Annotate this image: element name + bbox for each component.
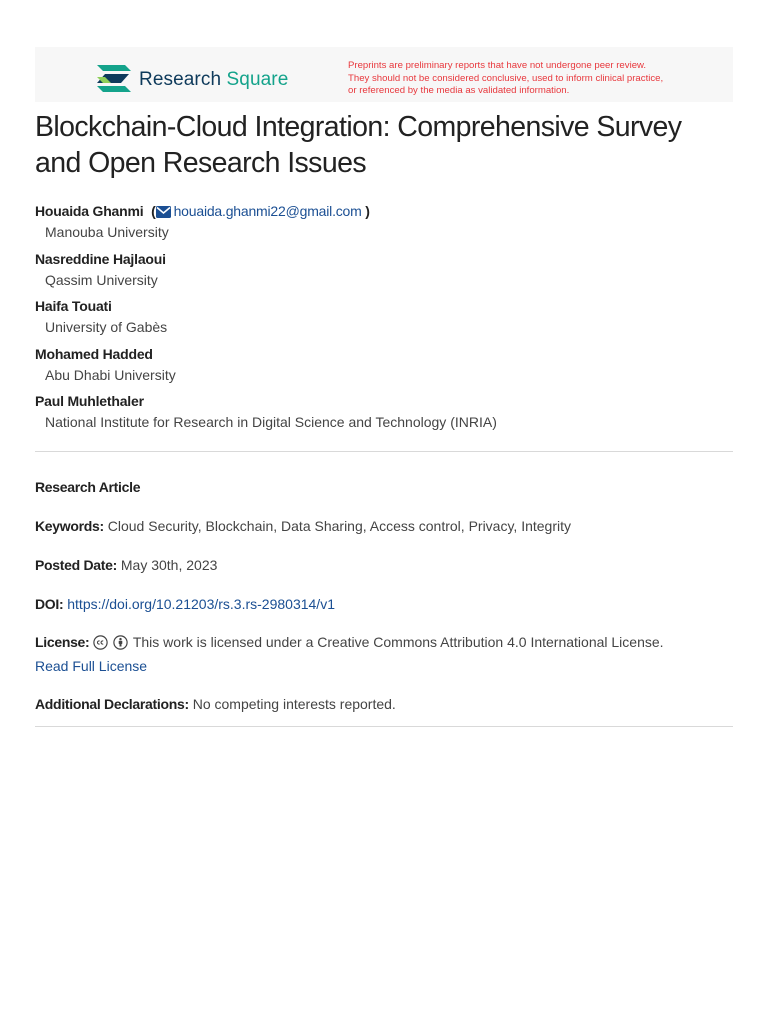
keywords-label: Keywords:: [35, 518, 104, 534]
notice-line: They should not be considered conclusive, used to inform clinical practice,: [348, 72, 664, 84]
posted-date-row: [35, 554, 733, 576]
posted-date-label: Posted Date:: [35, 557, 117, 573]
author-list: [35, 201, 733, 439]
divider: [35, 726, 733, 727]
author-entry: [35, 391, 733, 439]
research-square-logo-icon: [95, 65, 131, 95]
author-affiliation: Abu Dhabi University: [45, 366, 176, 383]
keywords-row: [35, 515, 733, 537]
divider: [35, 451, 733, 452]
author-affiliation: National Institute for Research in Digital Science and Technology (INRIA): [45, 414, 497, 430]
doi-link[interactable]: https://doi.org/10.21203/rs.3.rs-2980314/v1: [67, 596, 335, 612]
notice-line: Preprints are preliminary reports that have not undergone peer review.: [348, 60, 647, 71]
author-name: Mohamed Hadded: [35, 345, 153, 362]
logo-word-square: Square: [226, 69, 289, 90]
preprint-banner: [35, 47, 733, 102]
license-label: License:: [35, 634, 90, 650]
license-link-row: [35, 655, 733, 677]
research-square-logo[interactable]: [95, 65, 288, 95]
article-type: [35, 476, 733, 498]
license-row: [35, 631, 733, 653]
attribution-icon: [113, 635, 128, 650]
author-email-wrapper: ( houaida.ghanmi22@gmail.com ): [147, 203, 370, 219]
declarations-value: No competing interests reported.: [192, 696, 396, 712]
author-entry: [35, 201, 733, 249]
author-entry: [35, 296, 733, 344]
article-type-label: Research Article: [35, 479, 141, 495]
author-name: Paul Muhlethaler: [35, 393, 144, 409]
preprint-notice: [348, 60, 708, 98]
author-entry: [35, 344, 733, 392]
posted-date-value: May 30th, 2023: [120, 557, 218, 573]
author-affiliation: Qassim University: [45, 271, 158, 288]
author-name: Nasreddine Hajlaoui: [35, 250, 166, 267]
license-text: This work is licensed under a Creative Commons Attribution 4.0 International License.: [132, 634, 664, 650]
author-name-row: [35, 201, 733, 222]
author-entry: [35, 249, 733, 297]
logo-word-research: Research: [139, 69, 222, 90]
declarations-row: [35, 693, 733, 715]
author-affiliation: University of Gabès: [45, 319, 168, 335]
creative-commons-icon: [93, 635, 108, 650]
logo-text: [139, 69, 288, 91]
notice-line: or referenced by the media as validated information.: [348, 85, 570, 97]
doi-label: DOI:: [35, 596, 64, 612]
author-name: Houaida Ghanmi: [35, 203, 144, 219]
author-name: Haifa Touati: [35, 298, 112, 314]
declarations-label: Additional Declarations:: [35, 696, 189, 712]
paper-title: Blockchain-Cloud Integration: Comprehensive Survey and Open Research Issues: [35, 111, 682, 179]
author-email: houaida.ghanmi22@gmail.com: [173, 203, 362, 219]
doi-row: [35, 593, 733, 615]
read-full-license-link[interactable]: Read Full License: [35, 658, 148, 674]
keywords-value: Cloud Security, Blockchain, Data Sharing, Access control, Privacy, Integrity: [107, 518, 572, 534]
envelope-icon: [156, 206, 171, 218]
author-affiliation: Manouba University: [45, 224, 169, 240]
author-email-link[interactable]: [156, 203, 362, 219]
